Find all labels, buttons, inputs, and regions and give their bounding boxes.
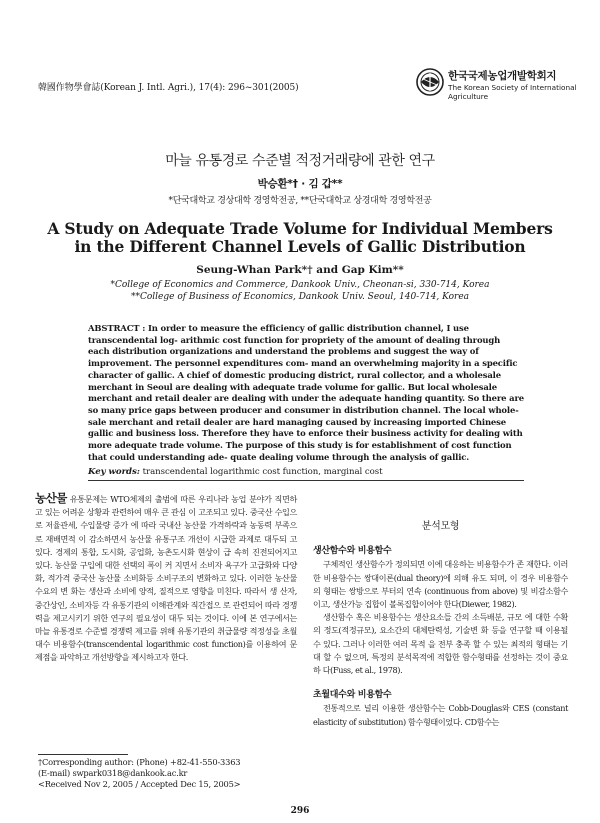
- footnote-divider: [38, 754, 128, 755]
- subsection-title-2: 초월대수와 비용함수: [313, 690, 392, 701]
- keywords-label: Key words:: [88, 467, 140, 477]
- footnote-corresponding: †Corresponding author: (Phone) +82-41-550-3363: [38, 757, 241, 767]
- body-line: 특정의 분석목적에 적합한 함수형태를 선정하는 것이 중요하: [313, 651, 568, 676]
- page-number: 296: [290, 806, 310, 816]
- body-line: 로 관련되어 따라 경쟁력을 제고시키기 위한 연구의 필요성이: [35, 599, 297, 623]
- body-line: 을 전부 충족 할 수 있는 최적의 형태는 기대 할 수 없으며,: [313, 638, 568, 662]
- abstract-line: rural collector, and a wholesale merchant in Seoul are dealing with adequate trade volume for gallic. But: [88, 369, 501, 392]
- abstract-line: volume. The purpose of this study is for establishment of cost function that could understanding ade-: [88, 440, 512, 462]
- body-line: 산자, 중간상인, 소비자등 각 유통기관의 이해관계와 직간접으: [35, 586, 297, 610]
- paragraph-3: [313, 702, 568, 728]
- intro-paragraph: [35, 492, 297, 665]
- abstract-line: business loss. Therefore they have to enforce their business activity for dealing with more adequate trade: [88, 428, 523, 451]
- body-left-column: [35, 492, 297, 665]
- authors-korean: 박승환*† · 김 갑**: [257, 178, 343, 190]
- affiliation-english-2: **College of Business of Economics, Dankook Univ. Seoul, 140-714, Korea: [130, 292, 470, 302]
- body-line: 재한다. 이러한 비용함수는 쌍대이론(dual theory)에 의해 유도: [313, 559, 568, 583]
- abstract: [88, 323, 524, 463]
- body-line: 되며, 이 경우 비용함수의 형태는 쌍방으로 부터의 연속: [313, 572, 569, 596]
- keywords: [88, 467, 524, 477]
- abstract-line: and understand the problems and suggest the way of improvement. The personnel expenditures com-: [88, 346, 479, 369]
- paragraph-2: [313, 611, 568, 677]
- abstract-line: sale merchant and retail dealer are hard managing caused by increasing imported Chinese gallic and: [88, 416, 506, 439]
- abstract-line: local wholesale merchant and retail dealer are dealing with under the adequate handing quantity. So: [88, 381, 497, 404]
- abstract-line: arithmic cost function for propriety of the amount of dealing through each distribution organizations: [88, 334, 501, 357]
- abstract-divider: [88, 480, 524, 481]
- abstract-label: ABSTRACT :: [88, 323, 146, 333]
- body-line: 이 감소하면서 농산물 유통구조 개선이 시급한 과제로 대두되: [78, 533, 287, 544]
- society-name-korean: 한국국제농업개발학회지: [448, 70, 557, 82]
- body-line: 에 따라 국내산 농산물 가격하락과 농동력 부족으로 재배면적: [35, 520, 297, 544]
- society-name-english-1: The Korean Society of International: [448, 83, 577, 92]
- body-line: 속히 진전되어지고 있다. 농산물 구입에 대한 선택의 폭이 커: [35, 546, 297, 571]
- body-right-column: [313, 520, 568, 729]
- body-line: 대두 되는 것이다. 이에 본 연구에서는 마늘 유통경로 수준별: [35, 612, 297, 637]
- abstract-line: In order to measure the efficiency of gallic distribution channel, I use transcendental log-: [88, 323, 469, 345]
- journal-reference: 韓國作物學會誌(Korean J. Intl. Agri.), 17(4): 296~301(2005): [38, 83, 299, 93]
- body-line: 화는 생산과 소비에 양적, 질적으로 영향을 미친다. 따라서 생: [70, 586, 277, 597]
- section-title: 분석모형: [421, 521, 460, 532]
- paragraph-1: [313, 558, 568, 611]
- lead-word: 농산물: [35, 491, 67, 505]
- body-line: 이 고조되고 있다. 중국산 수입으로 저율관세, 수입물량 증가: [35, 507, 297, 531]
- body-line: 문제점을 파악하고 개선방향을 제시하고자 한다.: [35, 639, 297, 663]
- keywords-text: transcendental logarithmic cost function, marginal cost: [142, 467, 383, 477]
- abstract-line: quate dealing volume through the analysis of gallic.: [230, 451, 470, 462]
- society-name-english-2: Agriculture: [448, 92, 489, 101]
- footnote-received: <Received Nov 2, 2005 / Accepted Dec 15, 2005>: [38, 779, 241, 789]
- affiliation-korean: *단국대학교 경상대학 경영학전공, **단국대학교 상경대학 경영학전공: [168, 196, 432, 206]
- body-line: 다(Fuss, et al., 1978).: [322, 665, 403, 676]
- body-line: 경쟁력 제고를 위해 유통기관의 취급물량 적정성을 초월대수: [35, 626, 297, 650]
- body-line: 생산함수 혹은 비용함수는 생산요소들 간의 소득배분, 규모: [323, 612, 522, 623]
- body-line: 에 대한 수확의 정도(적정규모), 요소간의 대체탄력성, 기술변: [313, 612, 569, 636]
- body-line: 분야가 직면하고 있는 어려운 상황과 관련하여 매우 큰 관심: [35, 494, 297, 518]
- body-line: (constant elasticity of substitution) 함수형태이었다. CD함수는: [313, 703, 568, 727]
- body-line: 고 있다. 경제의 통합, 도시화, 공업화, 농촌도시화 현상이 급: [35, 533, 297, 557]
- body-line: 전통적으로 널리 이용한 생산함수는 Cobb-Douglas와 CES: [323, 703, 530, 714]
- society-logo-icon: [416, 68, 444, 96]
- body-line: 소비화등 소비구조의 변화하고 있다. 이러한 농산물 수요의 변: [35, 573, 297, 597]
- body-line: (continuous from above) 및 비감소함수이고, 생산가능 집합이: [313, 585, 569, 610]
- subsection-title-1: 생산함수와 비용함수: [313, 546, 392, 557]
- title-korean: 마늘 유통경로 수준별 적정거래량에 관한 연구: [165, 153, 435, 169]
- authors-english: Seung-Whan Park*† and Gap Kim**: [196, 264, 404, 276]
- body-line: 유통문제는 WTO체제의 출범에 따른 우리나라 농업: [69, 494, 247, 504]
- body-line: 구체적인 생산함수가 정의되면 이에 대응하는 비용함수가 존: [323, 559, 524, 570]
- affiliation-english-1: *College of Economics and Commerce, Dankook Univ., Cheonan-si, 330-714, Korea: [110, 280, 490, 290]
- body-line: 비용함수(transcendental logarithmic cost function)를 이용하여: [53, 639, 287, 650]
- body-line: 볼록집합이어야 한다(Diewer, 1982).: [389, 599, 517, 610]
- title-english-line2: in the Different Channel Levels of Gallic Distribution: [74, 237, 526, 256]
- body-line: 화 등을 연구할 때 이용될 수 있다. 그러나 이러한 여러 목적: [313, 625, 568, 649]
- abstract-line: mand an overwhelming majority in a specific character of gallic. A chief of domestic producing district,: [88, 358, 518, 380]
- abstract-line: there are so many price gaps between producer and consumer in distribution channel. The local whole-: [88, 393, 524, 415]
- footnote-email: (E-mail) swpark0318@dankook.ac.kr: [38, 768, 188, 778]
- title-english-line1: A Study on Adequate Trade Volume for Individual Members: [47, 219, 553, 238]
- society-block: [416, 66, 586, 108]
- body-line: 지면서 소비자 욕구가 고급화와 다양화, 적가격 중국산 농산물: [35, 560, 297, 584]
